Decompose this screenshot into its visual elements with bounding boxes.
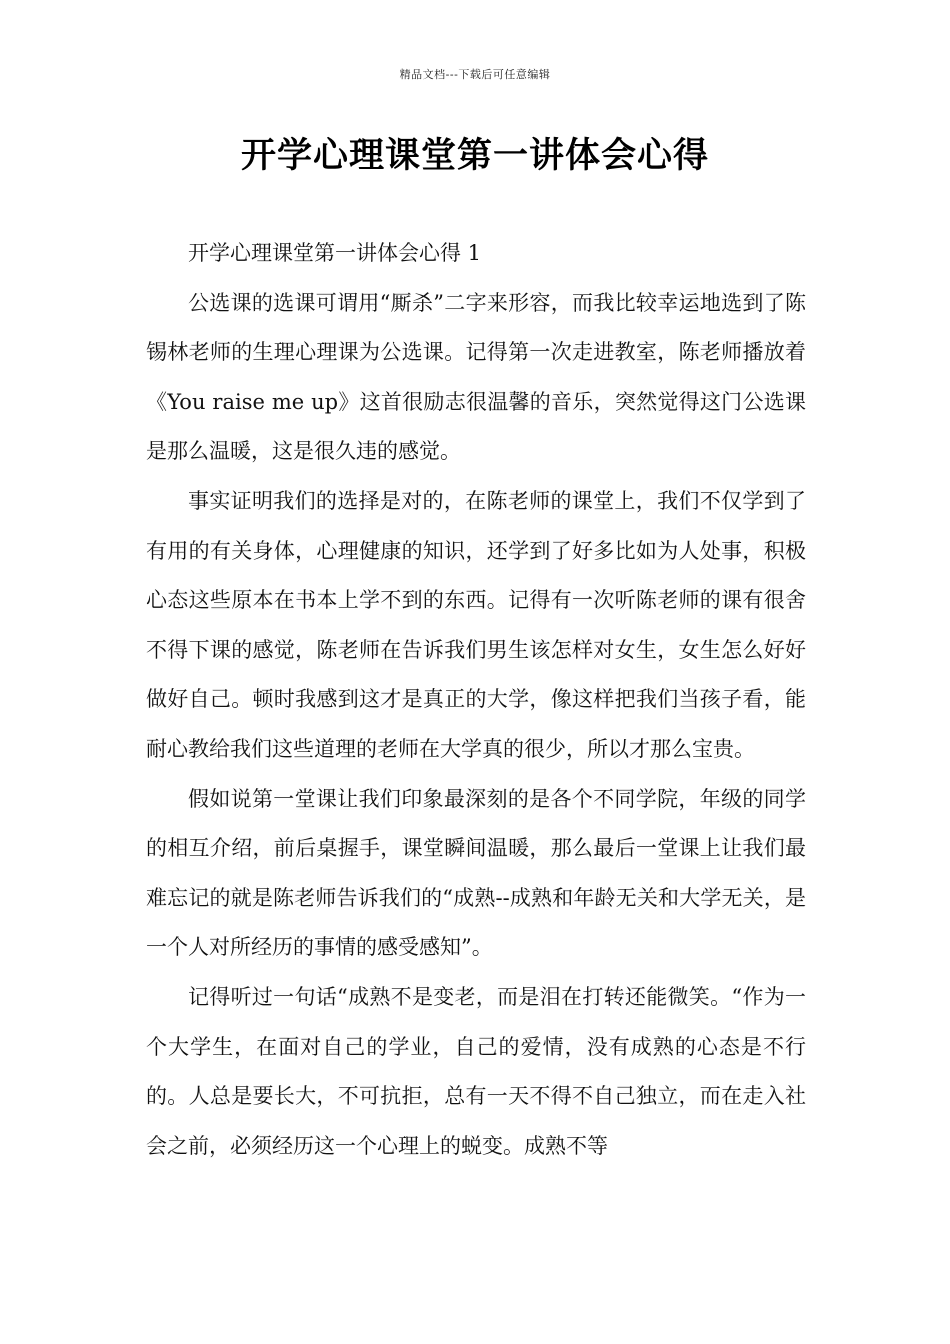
document-body [146,229,806,1171]
paragraph-3: 假如说第一堂课让我们印象最深刻的是各个不同学院，年级的同学的相互介绍，前后桌握手，课堂瞬间温暖，那么最后一堂课上让我们最难忘记的就是陈老师告诉我们的“成熟--成熟和年龄无关和大学无关，是一个人对所经历的事情的感受感知”。 [146,786,806,960]
header-note: 精品文档---下载后可任意编辑 [399,68,551,81]
paragraph-1: 公选课的选课可谓用“厮杀”二字来形容，而我比较幸运地选到了陈锡林老师的生理心理课为公选课。记得第一次走进教室，陈老师播放着《You raise me up》这首很励志很温馨的音乐，突然觉得这门公选课是那么温暖，这是很久违的感觉。 [146,290,806,464]
paragraph-4: 记得听过一句话“成熟不是变老，而是泪在打转还能微笑。“作为一个大学生，在面对自己的学业，自己的爱情，没有成熟的心态是不行的。人总是要长大，不可抗拒，总有一天不得不自己独立，而在走入社会之前，必须经历这一个心理上的蜕变。成熟不等 [146,984,806,1158]
paragraph-2: 事实证明我们的选择是对的，在陈老师的课堂上，我们不仅学到了有用的有关身体，心理健康的知识，还学到了好多比如为人处事，积极心态这些原本在书本上学不到的东西。记得有一次听陈老师的课有很舍不得下课的感觉，陈老师在告诉我们男生该怎样对女生，女生怎么好好做好自己。顿时我感到这才是真正的大学，像这样把我们当孩子看，能耐心教给我们这些道理的老师在大学真的很少，所以才那么宝贵。 [146,488,806,761]
section-heading: 开学心理课堂第一讲体会心得 1 [188,241,482,265]
document-title: 开学心理课堂第一讲体会心得 [240,135,709,176]
